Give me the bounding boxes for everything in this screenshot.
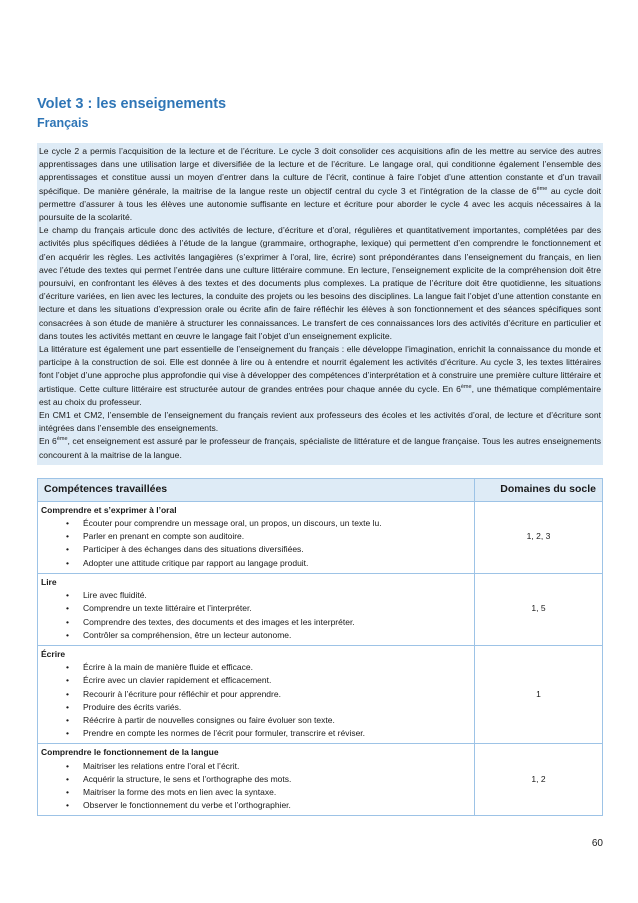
list-item-text: Prendre en compte les normes de l’écrit pour formuler, transcrire et réviser. — [83, 728, 366, 739]
list-item-text: Contrôler sa compréhension, être un lecteur autonome. — [83, 629, 292, 640]
domains-cell: 1, 5 — [475, 573, 603, 645]
list-item — [66, 688, 471, 701]
list-item-text: Acquérir la structure, le sens et l’orthographe des mots. — [83, 773, 292, 784]
intro-text: La littérature est également une part essentielle de l’enseignement du français : elle développe l’imagination, enrichit la connaissance du monde et participe à la construction de soi. Elle est donnée à lire ou à entendre et nourrit également les activités d’écriture. Au cycle 3, les textes littéraires font l’objet d’une approche plus approfondie qui vise à développer des compétences d’interprétation et à construire une première culture littéraire et artistique. Cette culture littéraire est structurée autour de grandes entrées pour chaque année du cycle. En 6 — [39, 344, 601, 394]
intro-text: En 6 — [39, 436, 57, 447]
table-row — [38, 645, 603, 743]
bullet-icon: • — [66, 662, 69, 673]
page-subheading: Français — [37, 116, 89, 130]
bullet-icon: • — [66, 518, 69, 529]
list-item — [66, 773, 471, 786]
intro-paragraph-1 — [39, 145, 601, 224]
list-item — [66, 616, 471, 629]
bullet-icon: • — [66, 701, 69, 712]
list-item-text: Réécrire à partir de nouvelles consignes ou faire évoluer son texte. — [83, 714, 335, 725]
intro-text: , cet enseignement est assuré par le professeur de français, spécialiste de littérature et de langue française. Tous les autres enseignements concourent à la maitrise de la langue. — [39, 436, 602, 460]
domains-cell: 1, 2, 3 — [475, 501, 603, 573]
list-item — [66, 760, 471, 773]
intro-paragraph-2: Le champ du français articule donc des activités de lecture, d’écriture et d’oral, régulières et quantitativement importantes, complétées par des activités plus spécifiques dédiées à l’étude de la langue (grammaire, orthographe, lexique) qui permettent d’en comprendre le fonctionnement et d’en acquérir les règles. Les activités langagières (s’exprimer à l’oral, lire, écrire) sont prépondérantes dans l’enseignement du français, en lien avec l’étude des textes qui permet l’entrée dans une culture littéraire commune. En lecture, l’enseignement explicite de la compréhension doit être poursuivi, en confrontant les élèves à des textes et des documents plus complexes. La pratique de l’écriture doit être quotidienne, les situations d’écriture variées, en lien avec les lectures, la conduite des projets ou les besoins des disciplines. La langue fait l’objet d’une attention constante en lecture et dans les situations d’expression orale ou écrite afin de faire réfléchir les élèves à son fonctionnement et des séances spécifiques sont consacrées à son étude de manière à structurer les connaissances. Le transfert de ces connaissances lors des activités d’écriture en particulier et dans toutes les activités mettant en œuvre le langage fait l’objet d’un enseignement explicite. — [39, 225, 601, 341]
superscript: ème — [56, 436, 68, 443]
competence-list — [41, 661, 471, 740]
section-title: Écrire — [41, 648, 66, 659]
list-item — [66, 589, 471, 602]
competence-cell — [38, 744, 475, 816]
bullet-icon: • — [66, 786, 69, 797]
list-item — [66, 674, 471, 687]
list-item-text: Adopter une attitude critique par rapport au langage produit. — [83, 557, 309, 568]
superscript: ème — [536, 185, 548, 192]
list-item-text: Maitriser les relations entre l’oral et l’écrit. — [83, 760, 240, 771]
bullet-icon: • — [66, 773, 69, 784]
bullet-icon: • — [66, 544, 69, 555]
intro-block — [37, 143, 603, 465]
section-title: Comprendre et s’exprimer à l’oral — [41, 504, 177, 515]
bullet-icon: • — [66, 590, 69, 601]
list-item — [66, 557, 471, 570]
bullet-icon: • — [66, 760, 69, 771]
table-row — [38, 573, 603, 645]
bullet-icon: • — [66, 616, 69, 627]
domains-cell: 1 — [475, 645, 603, 743]
table-header-row — [38, 478, 603, 501]
table-row — [38, 501, 603, 573]
intro-text: au cycle doit permettre d’assurer à tous les élèves une autonomie suffisante en lecture et écriture pour aborder le cycle 4 avec les acquis nécessaires à la poursuite de la scolarité. — [39, 185, 601, 223]
list-item — [66, 799, 471, 812]
list-item-text: Comprendre des textes, des documents et des images et les interpréter. — [83, 616, 355, 627]
intro-text: , une thématique complémentaire est au choix du professeur. — [39, 383, 601, 407]
list-item-text: Comprendre un texte littéraire et l’interpréter. — [83, 603, 252, 614]
section-title: Lire — [41, 576, 57, 587]
bullet-icon: • — [66, 531, 69, 542]
competence-cell — [38, 645, 475, 743]
list-item — [66, 786, 471, 799]
list-item-text: Maitriser la forme des mots en lien avec la syntaxe. — [83, 786, 277, 797]
list-item — [66, 530, 471, 543]
page-content — [37, 95, 603, 816]
superscript: ème — [460, 383, 472, 390]
table-body — [38, 501, 603, 815]
list-item — [66, 543, 471, 556]
list-item-text: Parler en prenant en compte son auditoire. — [83, 531, 245, 542]
list-item-text: Participer à des échanges dans des situations diversifiées. — [83, 544, 304, 555]
list-item-text: Produire des écrits variés. — [83, 701, 182, 712]
list-item — [66, 714, 471, 727]
list-item-text: Écrire à la main de manière fluide et efficace. — [83, 662, 253, 673]
bullet-icon: • — [66, 629, 69, 640]
list-item — [66, 701, 471, 714]
bullet-icon: • — [66, 675, 69, 686]
list-item — [66, 517, 471, 530]
competence-list — [41, 589, 471, 642]
header-competences: Compétences travaillées — [38, 478, 475, 501]
bullet-icon: • — [66, 557, 69, 568]
intro-text: Le cycle 2 a permis l’acquisition de la lecture et de l’écriture. Le cycle 3 doit consolider ces acquisitions afin de les mettre au service des autres apprentissages dans une utilisation large et diversifiée de la lecture et de l’écriture. Le langage oral, qui conditionne également l’ensemble des apprentissages et constitue aussi un moyen d’entrer dans la culture de l’écrit, continue à faire l’objet d’une attention constante et d’un travail spécifique. De manière générale, la maitrise de la langue reste un objectif central du cycle 3 et l’intégration de la classe de 6 — [39, 146, 601, 196]
competence-list — [41, 760, 471, 813]
list-item — [66, 629, 471, 642]
list-item — [66, 602, 471, 615]
competence-cell — [38, 573, 475, 645]
bullet-icon: • — [66, 603, 69, 614]
header-domaines: Domaines du socle — [475, 478, 603, 501]
list-item-text: Écrire avec un clavier rapidement et efficacement. — [83, 675, 272, 686]
domains-cell: 1, 2 — [475, 744, 603, 816]
intro-paragraph-4: En CM1 et CM2, l’ensemble de l’enseignement du français revient aux professeurs des écoles et les activités d’oral, de lecture et d’écriture sont intégrées dans l’ensemble des enseignements. — [39, 410, 601, 434]
bullet-icon: • — [66, 688, 69, 699]
list-item — [66, 727, 471, 740]
intro-paragraph-3 — [39, 343, 601, 409]
list-item-text: Lire avec fluidité. — [83, 590, 147, 601]
competence-cell — [38, 501, 475, 573]
bullet-icon: • — [66, 728, 69, 739]
list-item-text: Observer le fonctionnement du verbe et l’orthographier. — [83, 800, 291, 811]
list-item-text: Écouter pour comprendre un message oral, un propos, un discours, un texte lu. — [83, 518, 382, 529]
intro-paragraph-5 — [39, 435, 601, 461]
bullet-icon: • — [66, 714, 69, 725]
page-number: 60 — [591, 838, 603, 849]
bullet-icon: • — [66, 800, 69, 811]
list-item — [66, 661, 471, 674]
competence-list — [41, 517, 471, 570]
competences-table — [37, 478, 603, 816]
list-item-text: Recourir à l’écriture pour réfléchir et pour apprendre. — [83, 688, 281, 699]
section-title: Comprendre le fonctionnement de la langue — [41, 747, 219, 758]
page-heading: Volet 3 : les enseignements — [37, 96, 227, 112]
table-row — [38, 744, 603, 816]
